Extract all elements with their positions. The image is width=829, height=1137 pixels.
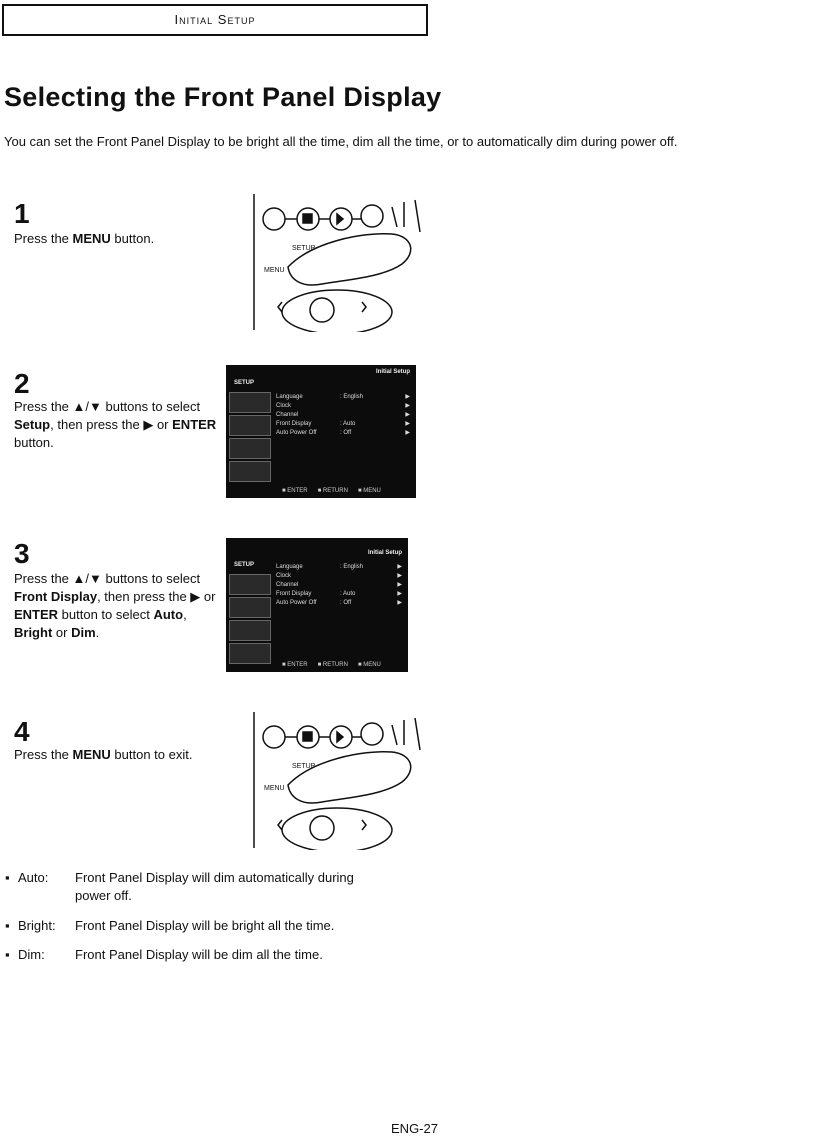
remote-hand-illustration [252,710,422,850]
svg-text:MENU: MENU [264,785,285,792]
step-3-number: 3 [14,538,30,569]
title-icon [229,415,271,436]
step-1-text: Press the MENU button. [14,231,155,246]
intro-text: You can set the Front Panel Display to be bright all the time, dim all the time, or to automatically dim during power off. [4,134,678,149]
section-header [2,4,428,36]
osd-footer: ■ ENTER ■ RETURN ■ MENU [282,662,381,668]
osd-side-icons [229,392,271,484]
step-2-text: Press the ▲/▼ buttons to select Setup, then press the ▶ or ENTER button. [14,399,217,450]
function-icon [229,620,271,641]
setup-icon [229,643,271,664]
osd-title: Initial Setup [367,550,402,556]
section-header-label: Initial Setup [174,12,256,27]
osd-menu-item[interactable]: Channel ▶ [276,412,410,418]
page-number: ENG-27 [391,1121,438,1136]
step-3-text: Press the ▲/▼ buttons to select Front Display, then press the ▶ or ENTER button to select Auto, Bright or Dim. [14,571,216,640]
osd-side-icons [229,574,271,666]
setup-icon [229,461,271,482]
title-icon [229,597,271,618]
osd-menu-item[interactable]: Clock ▶ [276,403,410,409]
osd-setup-label: SETUP [234,380,255,386]
osd-menu-item[interactable]: Language : English ▶ [276,564,402,570]
osd-menu-item[interactable]: Front Display : Auto ▶ [276,591,402,597]
osd-menu-list [276,393,412,438]
disc-icon [229,392,271,413]
osd-menu-item[interactable]: Language : English ▶ [276,394,410,400]
step-1-number: 1 [14,198,30,229]
osd-menu-item[interactable]: Auto Power Off : Off ▶ [276,430,410,436]
osd-setup-label: SETUP [234,562,255,568]
step-4-text: Press the MENU button to exit. [14,747,193,762]
osd-footer: ■ ENTER ■ RETURN ■ MENU [282,488,381,494]
function-icon [229,438,271,459]
disc-icon [229,574,271,595]
remote-hand-illustration [252,192,422,332]
osd-title: Initial Setup [375,369,410,375]
svg-text:SETUP: SETUP [292,763,316,770]
page-title: Selecting the Front Panel Display [4,82,442,112]
osd-menu-item[interactable]: Channel ▶ [276,582,402,588]
osd-menu-item[interactable]: Front Display : Auto ▶ [276,421,410,427]
osd-menu-item[interactable]: Auto Power Off : Off ▶ [276,600,402,606]
osd-menu-item[interactable]: Clock ▶ [276,573,402,579]
step-4-number: 4 [14,716,30,747]
osd-menu-list [276,563,404,608]
svg-text:MENU: MENU [264,267,285,274]
step-2-number: 2 [14,368,30,399]
svg-text:SETUP: SETUP [292,245,316,252]
front-display-menu-screen [226,538,408,672]
setup-menu-screen [226,365,416,498]
